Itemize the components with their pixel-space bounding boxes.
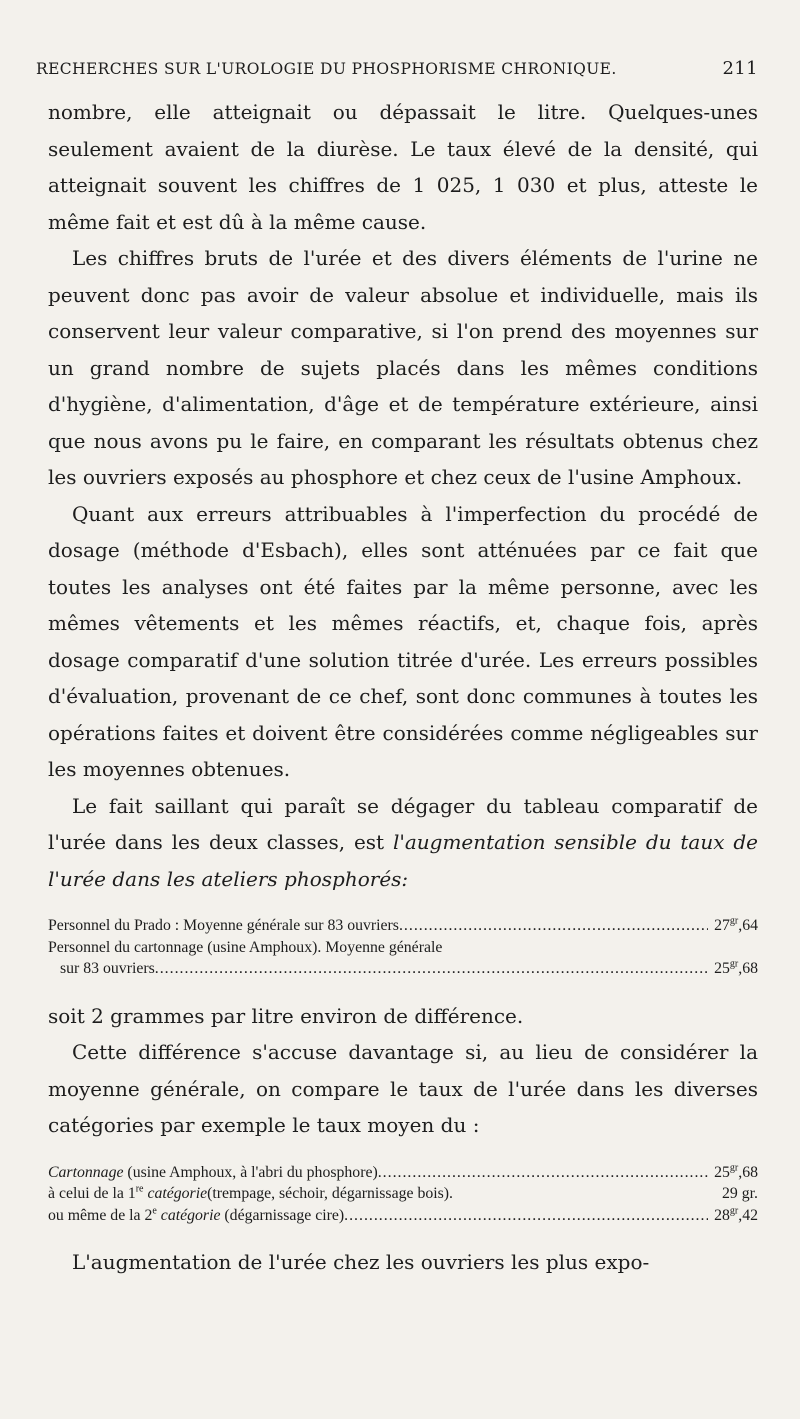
paragraph-4: [48, 788, 758, 898]
paragraph-4-text: Le fait saillant qui paraît se dégager du tableau comparatif de l'urée dans les deux classes, est: [48, 793, 758, 854]
running-header: [36, 58, 758, 79]
table-row: [48, 937, 758, 959]
table-row: [48, 1183, 758, 1205]
row-label: sur 83 ouvriers: [60, 960, 155, 977]
leader-dots: [155, 958, 708, 980]
table-row: [48, 915, 758, 937]
row-label: Personnel du cartonnage (usine Amphoux). Moyenne générale: [48, 938, 443, 956]
urea-average-table: [48, 915, 758, 980]
category-comparison-table: [48, 1162, 758, 1227]
table-row: [48, 1162, 758, 1184]
paragraph-1: nombre, elle atteignait ou dépassait le litre. Quelques-unes seulement avaient de la diurèse. Le taux élevé de la densité, qui atteignait souvent les chiffres de 1 025, 1 030 et plus, atteste le même fait et est dû à la même cause.: [48, 100, 758, 234]
paragraph-3: Quant aux erreurs attribuables à l'imperfection du procédé de dosage (méthode d'Esbach), elles sont atténuées par ce fait que toutes les analyses ont été faites par la même personne, avec les mêmes vêtements et les mêmes réactifs, et, chaque fois, après dosage comparatif d'une solution titrée d'urée. Les erreurs possibles d'évaluation, provenant de ce chef, sont donc communes à toutes les opérations faites et doivent être considérées comme négligeables sur les moyennes obtenues.: [48, 501, 758, 781]
row-value: 29 gr.: [722, 1185, 758, 1202]
paragraph-4-emphasis: l'augmentation sensible du taux de l'urée dans les ateliers phosphorés:: [48, 830, 758, 891]
row-value: $27^{gr},64$: [714, 915, 758, 934]
leader-dots: [399, 915, 708, 937]
row-value: $25^{gr},68$: [714, 1162, 758, 1181]
text-body: [48, 94, 758, 1281]
paragraph-5: soit 2 grammes par litre environ de différence.: [48, 1003, 524, 1028]
table-row-continuation: [48, 958, 758, 980]
header-title: RECHERCHES SUR L'UROLOGIE DU PHOSPHORISME CHRONIQUE.: [36, 60, 617, 78]
paragraph-2: Les chiffres bruts de l'urée et des divers éléments de l'urine ne peuvent donc pas avoir de valeur absolue et individuelle, mais ils conservent leur valeur comparative, si l'on prend des moyennes sur un grand nombre de sujets placés dans les mêmes conditions d'hygiène, d'alimentation, d'âge et de température extérieure, ainsi que nous avons pu le faire, en comparant les résultats obtenus chez les ouvriers exposés au phosphore et chez ceux de l'usine Amphoux.: [48, 246, 758, 489]
row-label: Personnel du Prado : Moyenne générale sur 83 ouvriers: [48, 917, 399, 934]
row-label: Cartonnage (usine Amphoux, à l'abri du phosphore): [48, 1163, 378, 1181]
row-label: à celui de la 1re catégorie(trempage, séchoir, dégarnissage bois).: [48, 1183, 453, 1202]
row-label: ou même de la 2e catégorie (dégarnissage cire): [48, 1205, 345, 1224]
paragraph-7: L'augmentation de l'urée chez les ouvriers les plus expo-: [72, 1250, 650, 1274]
leader-dots: [344, 1205, 708, 1227]
paragraph-6: Cette différence s'accuse davantage si, au lieu de considérer la moyenne générale, on compare le taux de l'urée dans les diverses catégories par exemple le taux moyen du :: [48, 1040, 758, 1137]
row-value: $28^{gr},42$: [714, 1205, 758, 1224]
table-row: [48, 1205, 758, 1227]
leader-dots: [378, 1162, 708, 1184]
page-number: 211: [722, 58, 758, 79]
row-value: $25^{gr},68$: [714, 958, 758, 977]
